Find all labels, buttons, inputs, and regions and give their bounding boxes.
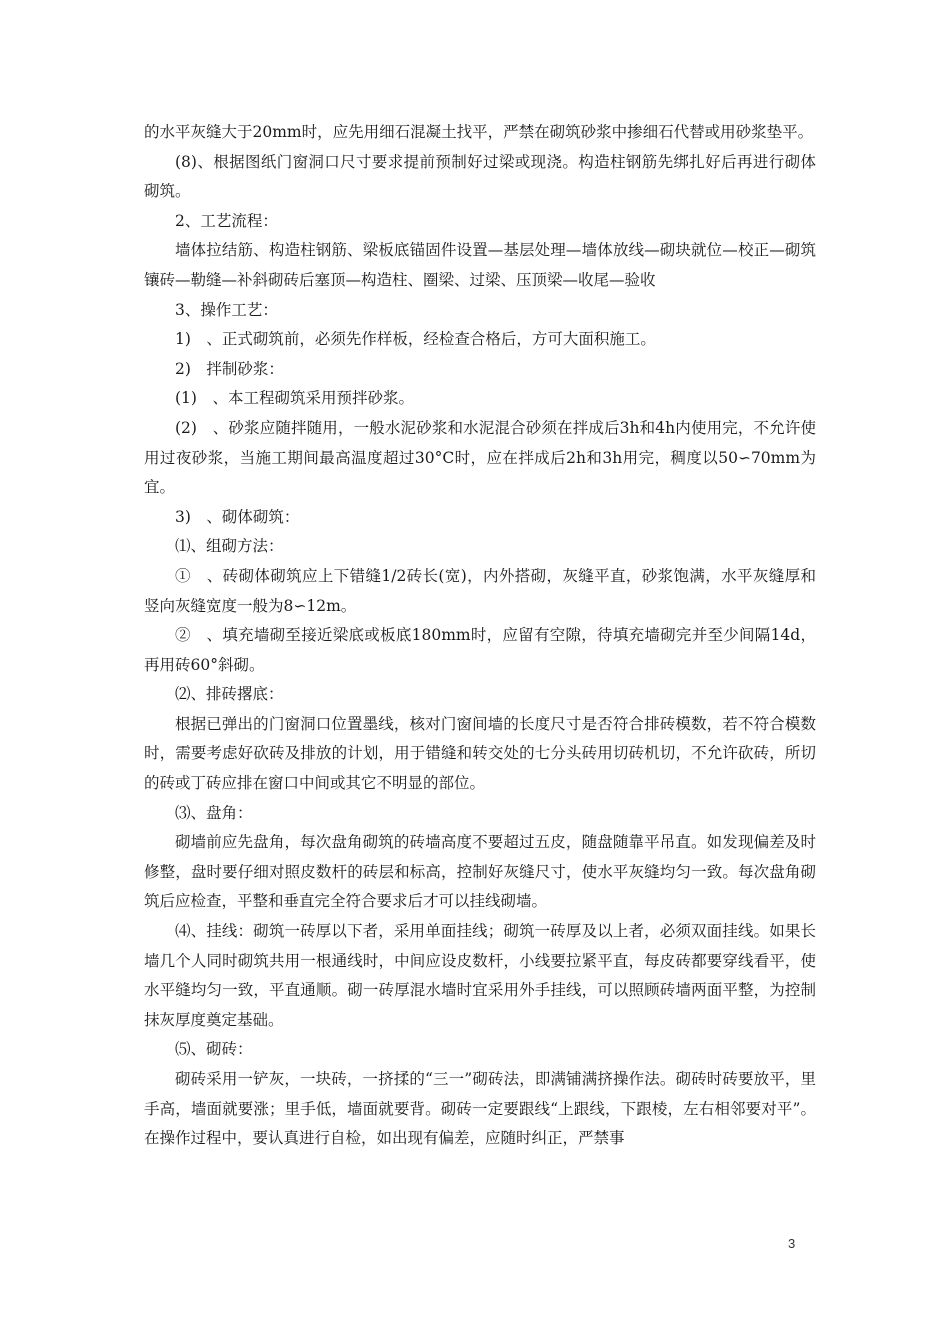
paragraph: (2) 、砂浆应随拌随用，一般水泥砂浆和水泥混合砂须在拌成后3h和4h内使用完，不允许使用过夜砂浆，当施工期间最高温度超过30°C时，应在拌成后2h和3h用完，稠度以50∽70mm为宜。 bbox=[144, 418, 816, 497]
subsection-heading: ⑸、砌砖： bbox=[175, 1040, 253, 1059]
paragraph: 根据已弹出的门窗洞口位置墨线，核对门窗间墙的长度尺寸是否符合排砖模数，若不符合模数时，需要考虑好砍砖及排放的计划，用于错缝和转交处的七分头砖用切砖机切，不允许砍砖，所切的砖或丁砖应排在窗口中间或其它不明显的部位。 bbox=[144, 714, 816, 793]
paragraph: (1) 、本工程砌筑采用预拌砂浆。 bbox=[175, 389, 414, 408]
paragraph: (8)、根据图纸门窗洞口尺寸要求提前预制好过梁或现浇。构造柱钢筋先绑扎好后再进行砌体砌筑。 bbox=[144, 152, 816, 201]
subsection-heading: ⑵、排砖撂底： bbox=[175, 685, 284, 704]
paragraph: ⑷、挂线：砌筑一砖厚以下者，采用单面挂线；砌筑一砖厚及以上者，必须双面挂线。如果长墙几个人同时砌筑共用一根通线时，中间应设皮数杆，小线要拉紧平直，每皮砖都要穿线看平，使水平缝均匀一致，平直通顺。砌一砖厚混水墙时宜采用外手挂线，可以照顾砖墙两面平整，为控制抹灰厚度奠定基础。 bbox=[144, 922, 816, 1029]
section-heading: 2、工艺流程： bbox=[175, 211, 278, 230]
paragraph: 的水平灰缝大于20mm时，应先用细石混凝土找平，严禁在砌筑砂浆中掺细石代替或用砂浆垫平。 bbox=[144, 123, 814, 141]
subsection-heading: 2) 拌制砂浆： bbox=[175, 359, 284, 378]
subsection-heading: ⑴、组砌方法： bbox=[175, 537, 284, 556]
paragraph: 砌墙前应先盘角，每次盘角砌筑的砖墙高度不要超过五皮，随盘随靠平吊直。如发现偏差及时修整，盘时要仔细对照皮数杆的砖层和标高，控制好灰缝尺寸，使水平灰缝均匀一致。每次盘角砌筑后应检查，平整和垂直完全符合要求后才可以挂线砌墙。 bbox=[144, 833, 816, 911]
paragraph: 砌砖采用一铲灰，一块砖，一挤揉的“三一”砌砖法，即满铺满挤操作法。砌砖时砖要放平，里手高，墙面就要涨；里手低，墙面就要背。砌砖一定要跟线“上跟线，下跟棱，左右相邻要对平”。在操作过程中，要认真进行自检，如出现有偏差，应随时纠正，严禁事 bbox=[144, 1070, 816, 1148]
subsection-heading: 3) 、砌体砌筑： bbox=[175, 507, 300, 526]
paragraph: 墙体拉结筋、构造柱钢筋、梁板底锚固件设置—基层处理—墙体放线—砌块就位—校正—砌筑镶砖—勒缝—补斜砌砖后塞顶—构造柱、圈梁、过梁、压顶梁—收尾—验收 bbox=[144, 241, 816, 289]
section-heading: 3、操作工艺： bbox=[175, 300, 278, 319]
page-number: 3 bbox=[788, 1236, 796, 1251]
paragraph: ① 、砖砌体砌筑应上下错缝1/2砖长(宽)，内外搭砌，灰缝平直，砂浆饱满，水平灰缝厚和竖向灰缝宽度一般为8∽12m。 bbox=[144, 566, 816, 615]
document-body bbox=[144, 118, 816, 1154]
subsection-heading: ⑶、盘角： bbox=[175, 803, 253, 822]
paragraph: 1) 、正式砌筑前，必须先作样板，经检查合格后，方可大面积施工。 bbox=[175, 330, 656, 349]
paragraph: ② 、填充墙砌至接近梁底或板底180mm时，应留有空隙，待填充墙砌完并至少间隔14d，再用砖60°斜砌。 bbox=[144, 626, 816, 674]
